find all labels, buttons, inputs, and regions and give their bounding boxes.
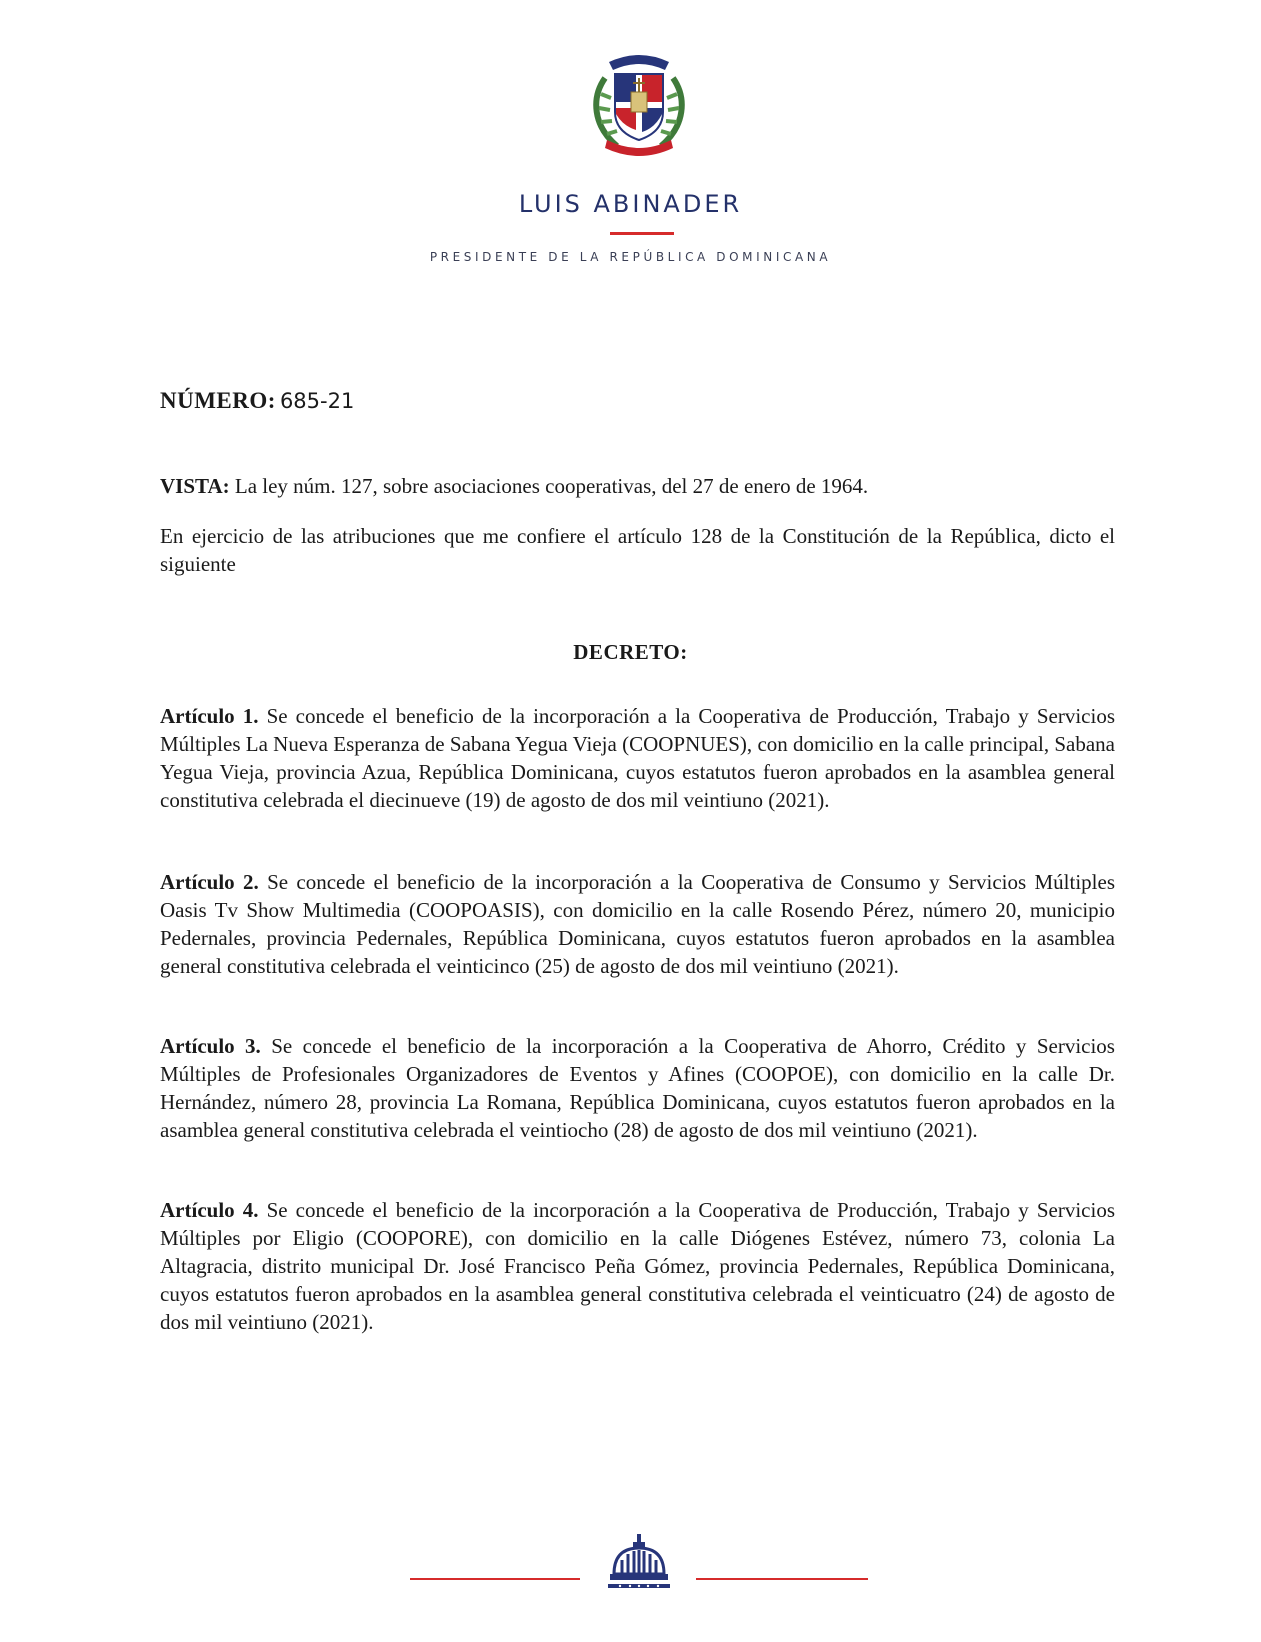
sender-title: PRESIDENTE DE LA REPÚBLICA DOMINICANA	[429, 250, 832, 264]
decree-number-label: NÚMERO:	[160, 388, 276, 413]
preamble: En ejercicio de las atribuciones que me confiere el artículo 128 de la Constitución de la República, dicto el siguiente	[160, 524, 1115, 576]
decree-number	[160, 388, 354, 414]
palace-dome-icon	[606, 1532, 672, 1592]
decree-heading: DECRETO:	[573, 640, 688, 664]
vista-clause	[160, 474, 868, 499]
article-text: Se concede el beneficio de la incorporación a la Cooperativa de Ahorro, Crédito y Servicios Múltiples de Profesionales Organizadores de Eventos y Afines (COOPOE), con domicilio en la calle Dr. Hernández, número 28, provincia La Romana, República Dominicana, cuyos estatutos fueron aprobados en la asamblea general constitutiva celebrada el veintiocho (28) de agosto de dos mil veintiuno (2021).	[160, 1034, 1115, 1142]
article-label: Artículo 1.	[160, 704, 259, 728]
article-text: Se concede el beneficio de la incorporación a la Cooperativa de Consumo y Servicios Múltiples Oasis Tv Show Multimedia (COOPOASIS), con domicilio en la calle Rosendo Pérez, número 20, municipio Pedernales, provincia Pedernales, República Dominicana, cuyos estatutos fueron aprobados en la asamblea general constitutiva celebrada el veinticinco (25) de agosto de dos mil veintiuno (2021).	[160, 870, 1115, 978]
vista-label: VISTA:	[160, 474, 230, 498]
sender-name: LUIS ABINADER	[518, 190, 743, 218]
article-2	[160, 868, 1115, 980]
footer-rule-left	[410, 1578, 580, 1580]
article-label: Artículo 2.	[160, 870, 259, 894]
decree-number-value: 685-21	[279, 389, 355, 413]
article-text: Se concede el beneficio de la incorporación a la Cooperativa de Producción, Trabajo y Servicios Múltiples La Nueva Esperanza de Sabana Yegua Vieja (COOPNUES), con domicilio en la calle principal, Sabana Yegua Vieja, provincia Azua, República Dominicana, cuyos estatutos fueron aprobados en la asamblea general constitutiva celebrada el diecinueve (19) de agosto de dos mil veintiuno (2021).	[160, 704, 1115, 812]
article-label: Artículo 3.	[160, 1034, 261, 1058]
letterhead-divider	[610, 232, 674, 235]
article-3	[160, 1032, 1115, 1144]
article-label: Artículo 4.	[160, 1198, 259, 1222]
vista-text: La ley núm. 127, sobre asociaciones cooperativas, del 27 de enero de 1964.	[229, 474, 869, 498]
footer-rule-right	[696, 1578, 868, 1580]
article-4	[160, 1196, 1115, 1336]
article-text: Se concede el beneficio de la incorporación a la Cooperativa de Producción, Trabajo y Servicios Múltiples por Eligio (COOPORE), con domicilio en la calle Diógenes Estévez, número 73, colonia La Altagracia, distrito municipal Dr. José Francisco Peña Gómez, provincia Pedernales, República Dominicana, cuyos estatutos fueron aprobados en la asamblea general constitutiva celebrada el veinticuatro (24) de agosto de dos mil veintiuno (2021).	[160, 1198, 1115, 1334]
article-1	[160, 702, 1115, 814]
coat-of-arms-icon	[583, 48, 695, 158]
